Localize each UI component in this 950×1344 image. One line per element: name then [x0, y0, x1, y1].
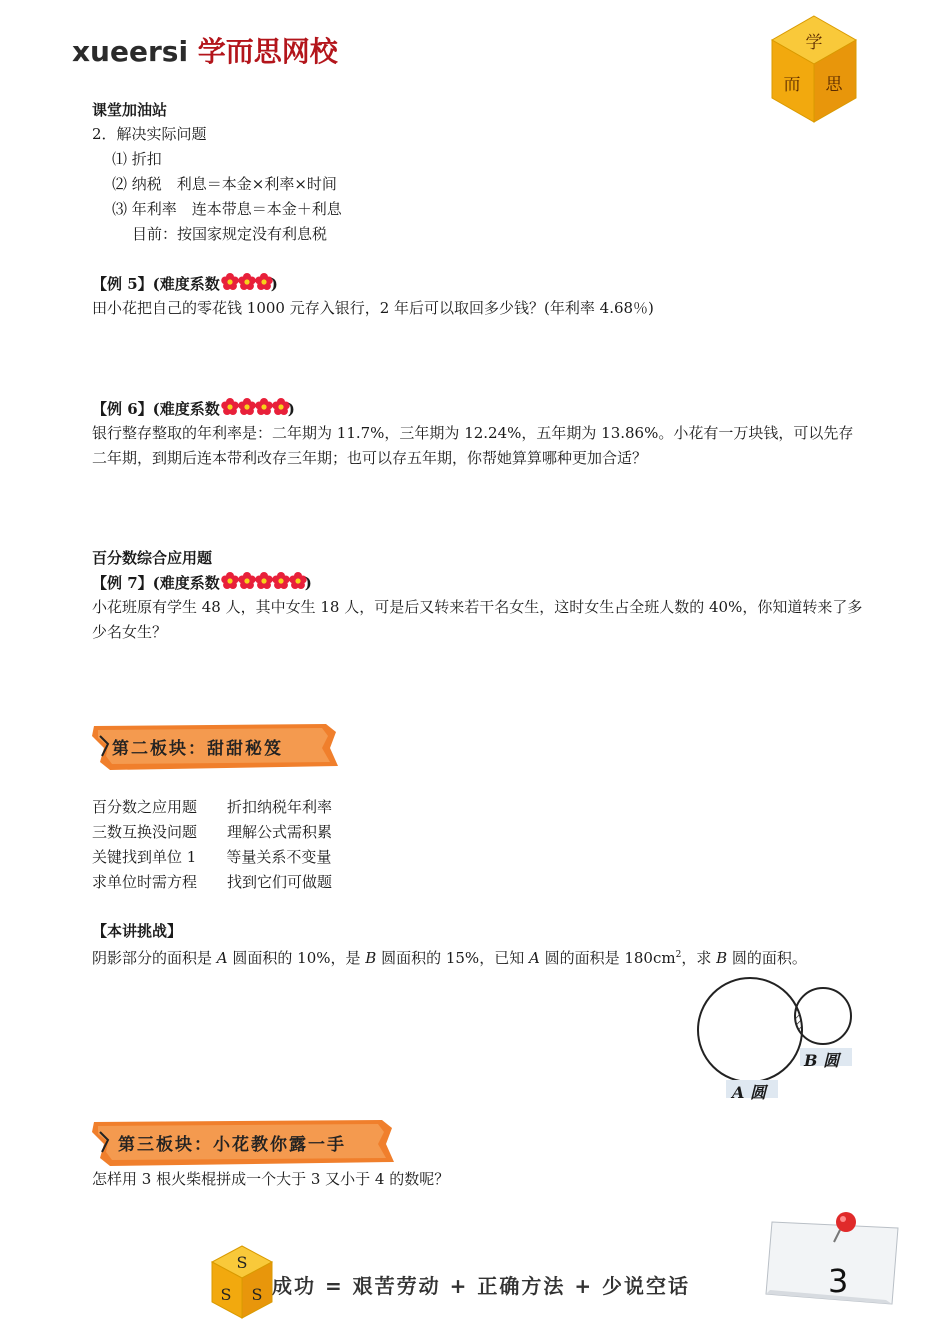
- rhyme-left: 三数互换没问题: [92, 823, 198, 841]
- rhyme-row: [92, 845, 331, 870]
- example-5-label: 【例 5】(难度系数: [92, 275, 220, 293]
- challenge-text-part: 圆的面积。: [727, 949, 807, 967]
- classroom-title: 课堂加油站: [92, 101, 168, 119]
- block-3-banner: [90, 1118, 395, 1164]
- circle-b: [795, 988, 851, 1044]
- example-5-heading: [92, 272, 278, 299]
- example-7-heading: [92, 571, 312, 598]
- rhyme-left: 求单位时需方程: [92, 873, 198, 891]
- footer-slogan: 成功 = 艰苦劳动 + 正确方法 + 少说空话: [272, 1274, 691, 1298]
- rhyme-right: 等量关系不变量: [226, 848, 332, 866]
- rhyme-row: [92, 795, 332, 820]
- var-a: A: [216, 949, 228, 967]
- example-7-label: 【例 7】(难度系数: [92, 574, 220, 592]
- page-number: 3: [828, 1262, 849, 1300]
- rhyme-right: 理解公式需积累: [227, 823, 333, 841]
- label-a-circle: A 圆: [732, 1083, 766, 1102]
- cube-logo: [770, 14, 858, 124]
- challenge-text-part: ，求: [681, 949, 717, 967]
- rhyme-row: [92, 820, 332, 845]
- example-6-label: 【例 6】(难度系数: [92, 400, 220, 418]
- block-3-banner-text: 第三板块：小花教你露一手: [118, 1135, 346, 1155]
- rhyme-left: 百分数之应用题: [92, 798, 198, 816]
- example-5-close: ): [270, 275, 278, 293]
- example-6-text: 银行整存整取的年利率是：二年期为 11.7%，三年期为 12.24%，五年期为 13.86%。小花有一万块钱，可以先存二年期，到期后连本带利改存三年期；也可以存五年期，你帮她算算哪种更加合适？: [92, 424, 854, 467]
- challenge-text-part: 阴影部分的面积是: [92, 949, 217, 967]
- example-6-heading: [92, 397, 295, 424]
- brand-logo-text: [72, 30, 338, 70]
- rhyme-left: 关键找到单位 1: [92, 848, 197, 866]
- classroom-item-2: 2．解决实际问题: [92, 125, 207, 143]
- superscript: 2: [675, 950, 682, 960]
- challenge-text-part: 圆的面积是 180cm: [539, 949, 676, 967]
- rhyme-right: 折扣纳税年利率: [227, 798, 333, 816]
- example-7-close: ): [304, 574, 312, 592]
- logo-char-2: 而: [783, 75, 801, 95]
- var-a: A: [528, 949, 540, 967]
- block-2-banner-text: 第二板块：甜甜秘笈: [112, 739, 283, 759]
- logo-char-1: 学: [805, 33, 823, 53]
- classroom-sub-1: ⑴ 折扣: [112, 150, 162, 168]
- sss-cube: [210, 1244, 274, 1320]
- classroom-sub-3: ⑶ 年利率 连本带息＝本金＋利息: [112, 200, 342, 218]
- circle-a: [698, 978, 802, 1082]
- example-5-text: 田小花把自己的零花钱 1000 元存入银行，2 年后可以取回多少钱？(年利率 4.68％): [92, 299, 654, 317]
- page-note: [764, 1208, 904, 1308]
- label-b-circle: B 圆: [804, 1051, 840, 1070]
- challenge-text-part: 圆面积的 10%，是: [227, 949, 366, 967]
- var-b: B: [716, 949, 728, 967]
- challenge-text: [92, 943, 807, 971]
- var-b: B: [365, 949, 377, 967]
- rhyme-right: 找到它们可做题: [227, 873, 333, 891]
- brand-cn: 学而思网校: [197, 35, 338, 68]
- classroom-note: 目前：按国家规定没有利息税: [132, 225, 328, 243]
- example-7-text: 小花班原有学生 48 人，其中女生 18 人，可是后又转来若干名女生，这时女生占全班人数的 40%，你知道转来了多少名女生？: [92, 598, 863, 641]
- example-6-close: ): [287, 400, 295, 418]
- cube-letter-right: S: [251, 1285, 263, 1304]
- classroom-sub-2: ⑵ 纳税 利息＝本金×利率×时间: [112, 175, 337, 193]
- cube-letter-top: S: [236, 1253, 248, 1272]
- logo-char-3: 思: [825, 75, 843, 95]
- challenge-text-part: 圆面积的 15%，已知: [376, 949, 529, 967]
- challenge-title: 【本讲挑战】: [92, 922, 183, 940]
- brand-en: xueersi: [72, 35, 189, 68]
- venn-diagram: [690, 968, 870, 1103]
- rhyme-row: [92, 870, 332, 895]
- block-2-banner: [90, 722, 340, 768]
- section-heading-percent: 百分数综合应用题: [92, 549, 213, 567]
- cube-letter-left: S: [220, 1285, 232, 1304]
- block-3-text: 怎样用 3 根火柴棍拼成一个大于 3 又小于 4 的数呢？: [92, 1170, 450, 1188]
